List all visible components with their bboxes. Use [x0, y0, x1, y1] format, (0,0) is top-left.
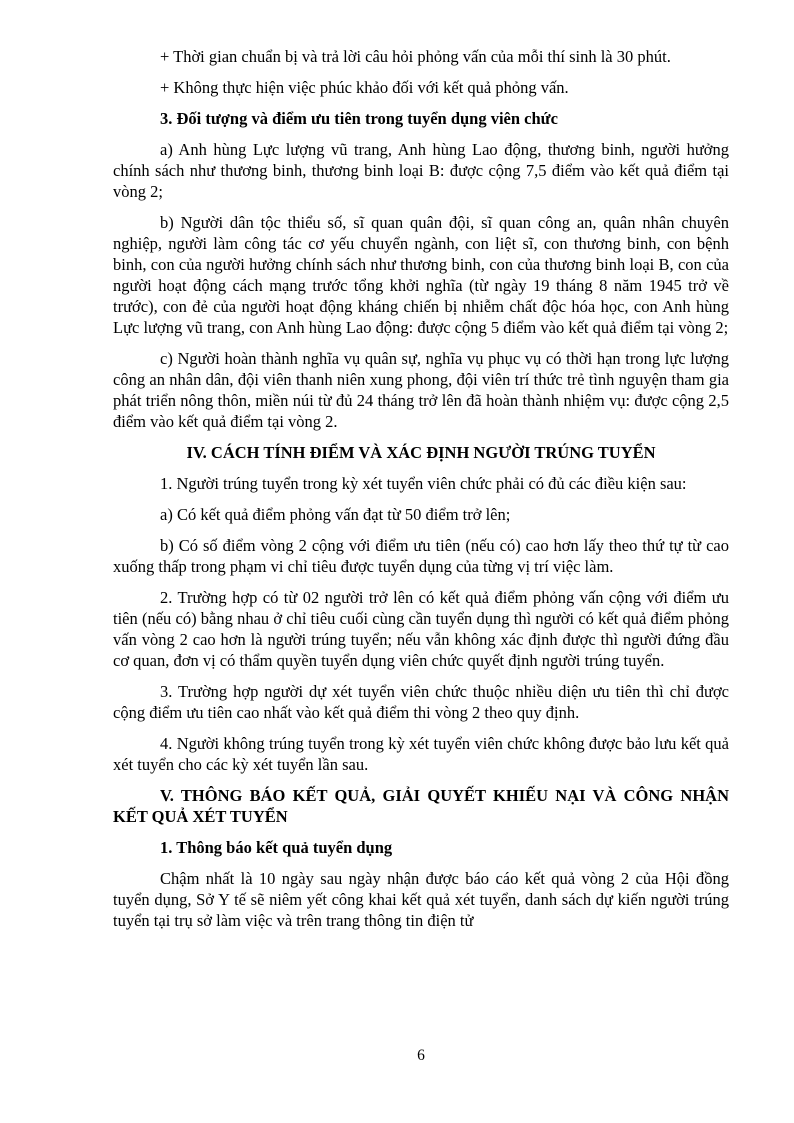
para-iv-1b-ranking: b) Có số điểm vòng 2 cộng với điểm ưu tiên (nếu có) cao hơn lấy theo thứ tự từ cao xuống thấp trong phạm vi chỉ tiêu được tuyển dụng của từng vị trí việc làm. [113, 536, 729, 576]
page-number: 6 [417, 1047, 425, 1064]
para-interview-time: + Thời gian chuẩn bị và trả lời câu hỏi phỏng vấn của mỗi thí sinh là 30 phút. [160, 47, 671, 66]
document-body [113, 46, 729, 941]
para-priority-a: a) Anh hùng Lực lượng vũ trang, Anh hùng Lao động, thương binh, người hưởng chính sách như thương binh, thương binh loại B: được cộng 7,5 điểm vào kết quả điểm tại vòng 2; [113, 140, 729, 201]
para-iv-2-tiebreak: 2. Trường hợp có từ 02 người trở lên có kết quả điểm phỏng vấn cộng với điểm ưu tiên (nếu có) bằng nhau ở chỉ tiêu cuối cùng cần tuyển dụng thì người có kết quả điểm phỏng vấn vòng 2 cao hơn là người trúng tuyển; nếu vẫn không xác định được thì người đứng đầu cơ quan, đơn vị có thẩm quyền tuyển dụng viên chức quyết định người trúng tuyển. [113, 588, 729, 670]
para-iv-3-highest-priority: 3. Trường hợp người dự xét tuyển viên chức thuộc nhiều diện ưu tiên thì chỉ được cộng điểm ưu tiên cao nhất vào kết quả điểm thi vòng 2 theo quy định. [113, 682, 729, 722]
heading-v-results-announcement: V. THÔNG BÁO KẾT QUẢ, GIẢI QUYẾT KHIẾU NẠI VÀ CÔNG NHẬN KẾT QUẢ XÉT TUYỂN [113, 786, 729, 826]
para-priority-b: b) Người dân tộc thiểu số, sĩ quan quân đội, sĩ quan công an, quân nhân chuyên nghiệp, người làm công tác cơ yếu chuyển ngành, con liệt sĩ, con thương binh, con bệnh binh, con của người hưởng chính sách như thương binh, con của thương binh loại B, con của người hoạt động cách mạng trước tổng khởi nghĩa (từ ngày 19 tháng 8 năm 1945 trở về trước), con đẻ của người hoạt động kháng chiến bị nhiễm chất độc hóa học, con Anh hùng Lực lượng vũ trang, con Anh hùng Lao động: được cộng 5 điểm vào kết quả điểm tại vòng 2; [113, 213, 729, 337]
para-no-review: + Không thực hiện việc phúc khảo đối với kết quả phỏng vấn. [160, 78, 569, 97]
para-iv-1a-min-score: a) Có kết quả điểm phỏng vấn đạt từ 50 điểm trở lên; [160, 505, 511, 524]
para-v-1-posting: Chậm nhất là 10 ngày sau ngày nhận được báo cáo kết quả vòng 2 của Hội đồng tuyển dụng, Sở Y tế sẽ niêm yết công khai kết quả xét tuyển, danh sách dự kiến người trúng tuyển tại trụ sở làm việc và trên trang thông tin điện tử [113, 869, 729, 930]
heading-iv-scoring: IV. CÁCH TÍNH ĐIỂM VÀ XÁC ĐỊNH NGƯỜI TRÚNG TUYỂN [186, 443, 656, 462]
para-priority-c: c) Người hoàn thành nghĩa vụ quân sự, nghĩa vụ phục vụ có thời hạn trong lực lượng công an nhân dân, đội viên thanh niên xung phong, đội viên trí thức trẻ tình nguyện tham gia phát triển nông thôn, miền núi từ đủ 24 tháng trở lên đã hoàn thành nhiệm vụ: được cộng 2,5 điểm vào kết quả điểm tại vòng 2. [113, 349, 729, 431]
para-iv-1-conditions: 1. Người trúng tuyển trong kỳ xét tuyển viên chức phải có đủ các điều kiện sau: [160, 474, 687, 493]
page-footer [113, 1046, 729, 1066]
heading-3-priority-subjects: 3. Đối tượng và điểm ưu tiên trong tuyển dụng viên chức [160, 109, 558, 128]
heading-v-1-notify-results: 1. Thông báo kết quả tuyển dụng [160, 838, 393, 857]
para-iv-4-no-reserve: 4. Người không trúng tuyển trong kỳ xét tuyển viên chức không được bảo lưu kết quả xét tuyển cho các kỳ xét tuyển lần sau. [113, 734, 729, 774]
